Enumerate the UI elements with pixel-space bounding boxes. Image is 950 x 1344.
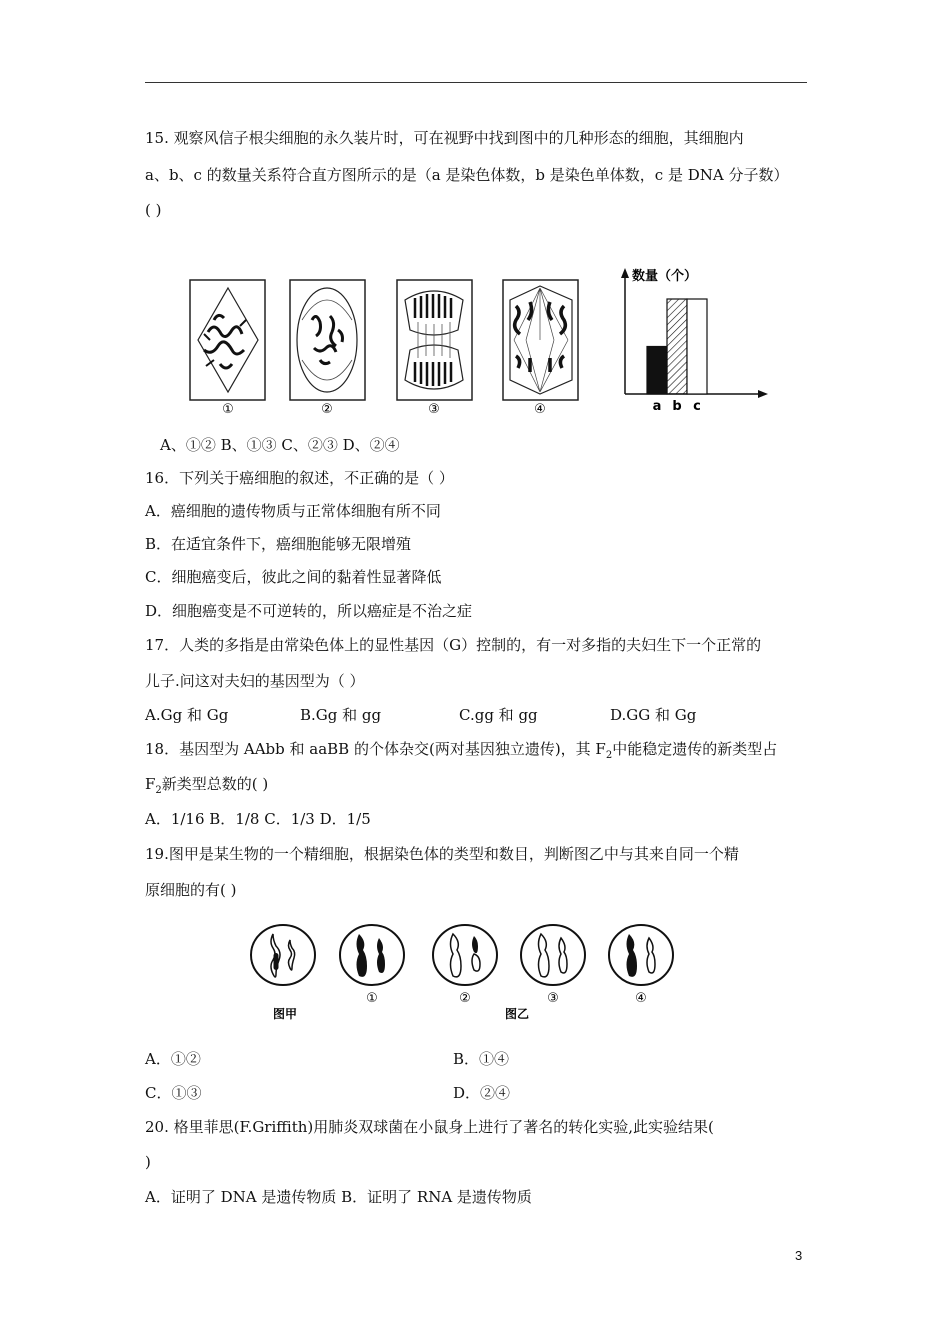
cell-label-2: ② bbox=[321, 402, 333, 417]
cell-diagram-4 bbox=[503, 280, 578, 400]
q15-figure bbox=[180, 260, 780, 420]
q20-stem-line1: 20. 格里菲思(F.Griffith)用肺炎双球菌在小鼠身上进行了著名的转化实验,此实验结果( bbox=[145, 1118, 714, 1136]
q19-option-c: C．①③ bbox=[145, 1084, 202, 1102]
q16-option-a: A．癌细胞的遗传物质与正常体细胞有所不同 bbox=[145, 502, 441, 520]
bar-chart bbox=[621, 268, 768, 414]
bar-a bbox=[647, 347, 667, 395]
cell-label-1: ① bbox=[222, 402, 234, 417]
fig-label-1: ① bbox=[366, 991, 378, 1006]
q17-option-b: B.Gg 和 gg bbox=[300, 706, 382, 724]
q19-option-a: A．①② bbox=[145, 1050, 201, 1068]
q19-option-d: D．②④ bbox=[453, 1084, 511, 1102]
cell-diagram-1 bbox=[190, 280, 265, 400]
q17-stem-line1: 17．人类的多指是由常染色体上的显性基因（G）控制的，有一对多指的夫妇生下一个正常的 bbox=[145, 636, 762, 654]
q19-stem-line2: 原细胞的有( ) bbox=[145, 881, 237, 899]
bar-b bbox=[667, 299, 687, 394]
q15-stem-line1: 15. 观察风信子根尖细胞的永久装片时，可在视野中找到图中的几种形态的细胞，其细胞内 bbox=[145, 129, 744, 147]
q15-stem-line2: a、b、c 的数量关系符合直方图所示的是（a 是染色体数，b 是染色单体数，c 是 DNA 分子数） bbox=[145, 166, 789, 184]
caption-jia: 图甲 bbox=[272, 1007, 298, 1021]
q17-option-a: A.Gg 和 Gg bbox=[145, 706, 229, 724]
sperm-cell-jia bbox=[251, 925, 315, 985]
bar-label-c: c bbox=[693, 399, 701, 414]
fig-label-4: ④ bbox=[635, 991, 647, 1006]
q16-option-d: D．细胞癌变是不可逆转的，所以癌症是不治之症 bbox=[145, 602, 473, 620]
q18-stem-line1: 18．基因型为 AAbb 和 aaBB 的个体杂交(两对基因独立遗传)，其 $F_2$中能稳定遗传的新类型占 bbox=[145, 740, 778, 761]
q18-options: A．1/16 B．1/8 C．1/3 D．1/5 bbox=[145, 810, 371, 828]
q17-option-c: C.gg 和 gg bbox=[459, 706, 538, 724]
q18-stem-line2: $F_2$新类型总数的( ) bbox=[145, 775, 269, 796]
q19-figure bbox=[245, 922, 685, 1022]
q15-options: A、①② B、①③ C、②③ D、②④ bbox=[160, 436, 400, 454]
fig-label-3: ③ bbox=[547, 991, 559, 1006]
q16-option-c: C．细胞癌变后，彼此之间的黏着性显著降低 bbox=[145, 568, 442, 586]
q19-stem-line1: 19.图甲是某生物的一个精细胞，根据染色体的类型和数目，判断图乙中与其来自同一个精 bbox=[145, 845, 739, 863]
caption-yi: 图乙 bbox=[504, 1007, 530, 1021]
q20-options: A．证明了 DNA 是遗传物质 B．证明了 RNA 是遗传物质 bbox=[145, 1188, 532, 1206]
bar-label-b: b bbox=[672, 399, 682, 414]
y-axis-label: 数量（个） bbox=[632, 269, 698, 284]
sperm-cell-1 bbox=[340, 925, 404, 985]
sperm-cell-3 bbox=[521, 925, 585, 985]
sperm-cell-4 bbox=[609, 925, 673, 985]
bar-label-a: a bbox=[652, 399, 662, 414]
page-number: 3 bbox=[795, 1248, 803, 1263]
q19-option-b: B．①④ bbox=[453, 1050, 510, 1068]
cell-diagram-2 bbox=[290, 280, 365, 400]
q20-stem-line2: ) bbox=[145, 1153, 151, 1171]
fig-label-2: ② bbox=[459, 991, 471, 1006]
q17-option-d: D.GG 和 Gg bbox=[610, 706, 697, 724]
cell-label-3: ③ bbox=[428, 402, 440, 417]
sperm-cell-2 bbox=[433, 925, 497, 985]
cell-label-4: ④ bbox=[534, 402, 546, 417]
header-rule bbox=[145, 82, 807, 83]
q16-option-b: B．在适宜条件下，癌细胞能够无限增殖 bbox=[145, 535, 412, 553]
q16-stem: 16．下列关于癌细胞的叙述，不正确的是（ ） bbox=[145, 469, 454, 487]
cell-diagram-3 bbox=[397, 280, 472, 400]
bar-c bbox=[687, 299, 707, 394]
q17-stem-line2: 儿子.问这对夫妇的基因型为（ ） bbox=[145, 672, 365, 690]
q15-answer-blank: ( ) bbox=[145, 201, 162, 219]
